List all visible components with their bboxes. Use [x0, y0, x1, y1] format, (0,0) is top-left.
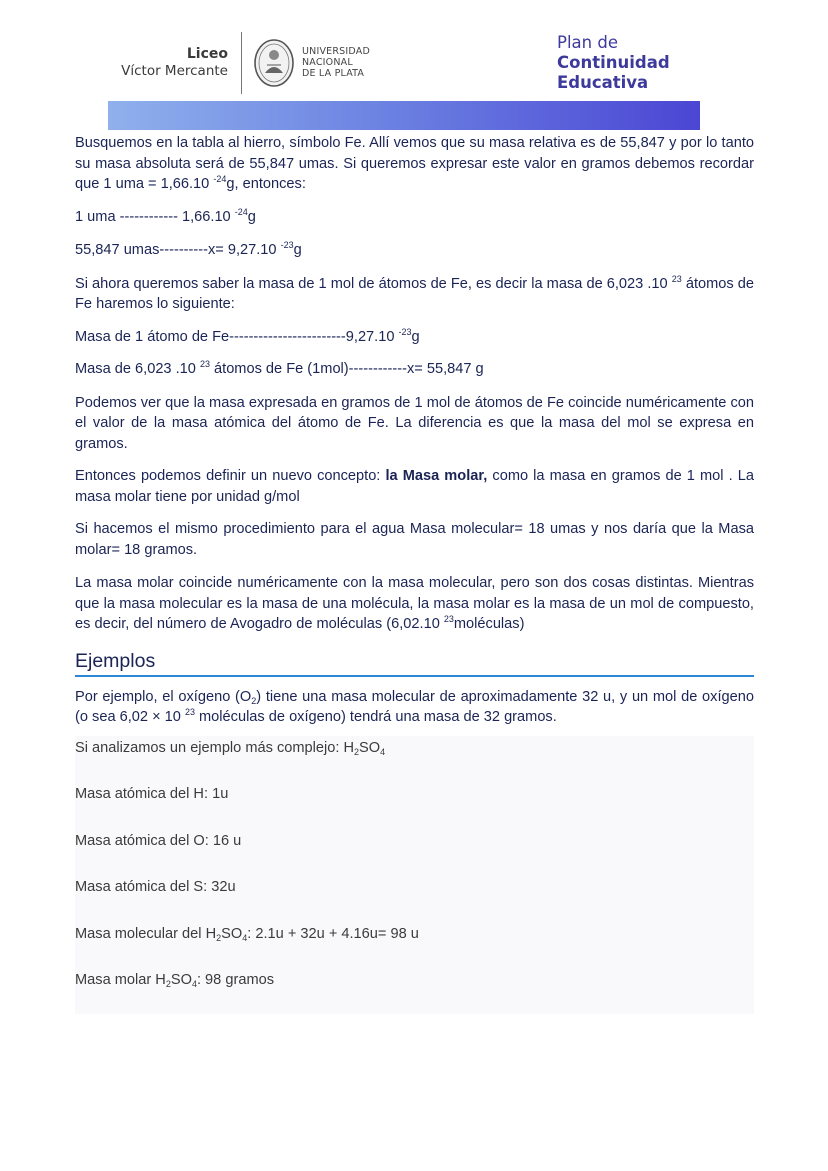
plan-logo [557, 33, 670, 93]
equation-line-3: Masa de 1 átomo de Fe------------------------9,27.10 $^{-23}$g [75, 326, 420, 345]
page-header [0, 0, 828, 100]
example-line-molar: Masa molar $H_2SO_4$: 98 gramos [75, 972, 275, 989]
example-line-h: Masa atómica del H: 1u [75, 786, 229, 802]
paragraph-conclusion: Podemos ver que la masa expresada en gramos de 1 mol de átomos de Fe coincide numéricamente con el valor de la masa atómica del átomo de Fe. La diferencia es que la masa del mol se expresa en gramos. [75, 394, 754, 452]
section-heading-ejemplos: Ejemplos [75, 649, 754, 677]
example-line-s: Masa atómica del S: 32u [75, 879, 236, 895]
example-line-o: Masa atómica del O: 16 u [75, 832, 242, 849]
logo-divider [241, 32, 242, 94]
document-body [75, 133, 754, 1014]
plan-line-2: Continuidad [557, 53, 670, 72]
paragraph-hierro: Busquemos en la tabla al hierro, símbolo Fe. Allí vemos que su masa relativa es de 55,847 y por lo tanto su masa absoluta será de 55,847 umas. Si queremos expresar este valor en gramos debemos recordar que 1 uma = 1,66.10 $^{-24}$g, entonces: [75, 135, 754, 192]
paragraph-masa-molar: Entonces podemos definir un nuevo concepto: la Masa molar, como la masa en gramos de 1 mol . La masa molar tiene por unidad g/mol [75, 468, 754, 505]
unlp-seal-icon [253, 37, 295, 89]
example-line-molecular: Masa molecular del $H_2SO_4$: 2.1u + 32u + 4.16u= 98 u [75, 925, 419, 943]
equation-line-4: Masa de 6,023 .10 $^{23}$ átomos de Fe (1mol)------------x= 55,847 g [75, 359, 484, 377]
plan-line-1: Plan de [557, 33, 618, 52]
paragraph-mol-fe: Si ahora queremos saber la masa de 1 mol de átomos de Fe, es decir la masa de 6,023 .10 $^{23}$ átomos de Fe haremos lo siguiente: [75, 273, 754, 312]
paragraph-agua: Si hacemos el mismo procedimiento para el agua Masa molecular= 18 umas y nos daría que la Masa molar= 18 gramos. [75, 521, 754, 558]
plan-line-3: Educativa [557, 73, 649, 92]
liceo-subname: Víctor Mercante [121, 63, 228, 79]
liceo-logo [110, 46, 228, 80]
liceo-name: Liceo [186, 46, 228, 62]
equation-line-2: 55,847 umas----------x= 9,27.10 $^{-23}$g [75, 240, 302, 258]
unlp-line-2: NACIONAL [302, 57, 353, 68]
paragraph-oxigeno: Por ejemplo, el oxígeno $(O_2)$ tiene una masa molecular de aproximadamente 32 u, y un mol de oxígeno (o sea 6,02 × 10 $^{23}$ moléculas de oxígeno) tendrá una masa de 32 gramos. [75, 688, 754, 725]
unlp-logo-text [302, 46, 370, 79]
equation-line-1: 1 uma ------------ 1,66.10 $^{-24}$g [75, 206, 256, 225]
example-block [75, 736, 754, 1015]
header-gradient-bar [108, 101, 700, 130]
example-line-intro: Si analizamos un ejemplo más complejo: $H_2SO_4$ [75, 739, 386, 757]
paragraph-diferencia: La masa molar coincide numéricamente con la masa molecular, pero son dos cosas distintas. Mientras que la masa molecular es la masa de una molécula, la masa molar es la masa de un mol de compuesto, es decir, del número de Avogadro de moléculas (6,02.10 $^{23}$moléculas) [75, 575, 754, 632]
unlp-line-3: DE LA PLATA [302, 68, 365, 79]
unlp-line-1: UNIVERSIDAD [302, 46, 370, 57]
